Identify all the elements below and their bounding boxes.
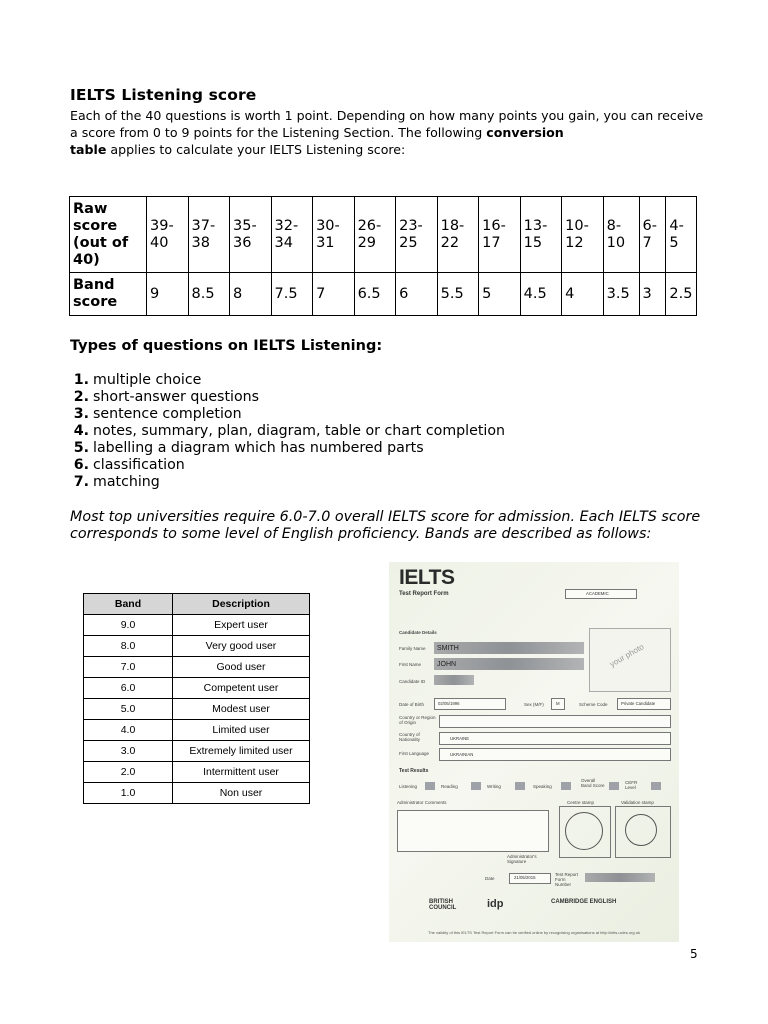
band-score-cell: 5: [479, 273, 521, 316]
list-item-text: sentence completion: [93, 406, 242, 422]
idp-logo: idp: [487, 898, 504, 910]
band-score-cell: 8: [230, 273, 272, 316]
band-cell: 9.0: [84, 615, 173, 636]
family-name-value: SMITH: [437, 645, 459, 652]
british-council-logo: BRITISH COUNCIL: [429, 899, 457, 911]
description-column-header: Description: [173, 594, 310, 615]
ielts-logo: IELTS: [399, 566, 455, 589]
cambridge-english-logo: CAMBRIDGE ENGLISH: [551, 899, 617, 905]
raw-score-cell: 23-25: [396, 197, 438, 273]
admin-signature-label: Administrator's Signature: [507, 854, 537, 864]
table-row: [84, 720, 310, 741]
list-item: [70, 372, 505, 389]
list-item-number: 4.: [73, 423, 89, 439]
band-score-cell: 6: [396, 273, 438, 316]
country-origin-label: Country or Region of Origin: [399, 715, 436, 725]
list-item-number: 3.: [73, 406, 89, 422]
scheme-value: Private Candidate: [621, 701, 656, 706]
band-score-cell: 4: [562, 273, 604, 316]
table-row: [84, 678, 310, 699]
notes-area: [399, 599, 669, 611]
band-cell: 7.0: [84, 657, 173, 678]
conversion-table: [69, 196, 697, 316]
cefr-box: [651, 782, 661, 790]
photo-placeholder: [589, 628, 671, 692]
list-item-number: 1.: [73, 372, 89, 388]
list-item-text: matching: [93, 474, 160, 490]
sex-label: Sex (M/F): [524, 702, 544, 707]
first-name-value: JOHN: [437, 661, 457, 668]
table-row: [84, 741, 310, 762]
test-results-label: Test Results: [399, 768, 429, 774]
raw-score-row: [70, 197, 697, 273]
band-score-cell: 9: [147, 273, 189, 316]
table-row: [84, 636, 310, 657]
band-cell: 8.0: [84, 636, 173, 657]
trf-number-box: [585, 873, 655, 882]
table-row: [84, 699, 310, 720]
page-heading: IELTS Listening score: [70, 86, 257, 104]
first-language-value: UKRAINIAN: [450, 752, 474, 757]
raw-score-cell: 30-31: [313, 197, 355, 273]
validation-stamp-seal: [625, 814, 657, 846]
first-name-label: First Name: [399, 662, 422, 667]
raw-score-cell: 6-7: [639, 197, 666, 273]
band-cell: 3.0: [84, 741, 173, 762]
table-row: [84, 657, 310, 678]
reading-score-box: [471, 782, 481, 790]
dob-box: [434, 698, 506, 710]
module-value: ACADEMIC: [586, 591, 609, 596]
intro-text-1: Each of the 40 questions is worth 1 point. Depending on how many points you gain, you can receive a score from 0 to 9 points for the Listening Section. The following: [70, 108, 704, 140]
date-value: 21/05/2015: [514, 875, 536, 880]
speaking-score-box: [561, 782, 571, 790]
candidate-details-label: Candidate Details: [399, 630, 437, 635]
raw-score-cell: 39-40: [147, 197, 189, 273]
admin-comments-label: Administrator Comments: [397, 800, 447, 805]
speaking-label: Speaking: [533, 784, 552, 789]
raw-score-cell: 18-22: [437, 197, 479, 273]
list-item-text: notes, summary, plan, diagram, table or chart completion: [93, 423, 506, 439]
raw-score-cell: 4-5: [666, 197, 697, 273]
raw-score-cell: 10-12: [562, 197, 604, 273]
list-item: [70, 406, 505, 423]
band-table-header-row: [84, 594, 310, 615]
band-score-header: Band score: [70, 273, 147, 316]
question-types-heading: Types of questions on IELTS Listening:: [70, 338, 383, 354]
scheme-box: [617, 698, 671, 710]
list-item-number: 7.: [73, 474, 89, 490]
band-cell: 5.0: [84, 699, 173, 720]
description-cell: Good user: [173, 657, 310, 678]
band-cell: 1.0: [84, 783, 173, 804]
listening-score-box: [425, 782, 435, 790]
description-cell: Very good user: [173, 636, 310, 657]
list-item-text: labelling a diagram which has numbered parts: [93, 440, 424, 456]
first-language-label: First Language: [399, 751, 430, 756]
writing-score-box: [515, 782, 525, 790]
question-types-list: [70, 372, 505, 491]
list-item: [70, 389, 505, 406]
page-number: 5: [690, 947, 698, 961]
overall-label: Overall Band Score: [581, 778, 605, 788]
band-column-header: Band: [84, 594, 173, 615]
table-row: [84, 783, 310, 804]
admission-note: Most top universities require 6.0-7.0 overall IELTS score for admission. Each IELTS score corresponds to some level of English proficiency. Bands are described as follows:: [70, 509, 701, 542]
trf-number-label: Test Report Form Number: [555, 872, 579, 887]
band-score-cell: 4.5: [520, 273, 562, 316]
listening-label: Listening: [399, 784, 418, 789]
raw-score-cell: 32-34: [271, 197, 313, 273]
writing-label: Writing: [487, 784, 501, 789]
band-cell: 2.0: [84, 762, 173, 783]
photo-label: your photo: [608, 642, 646, 669]
description-cell: Extremely limited user: [173, 741, 310, 762]
list-item: [70, 474, 505, 491]
date-label: Date: [485, 876, 495, 881]
intro-bold-1: conversion: [486, 125, 564, 140]
candidate-id-label: Candidate ID: [399, 679, 426, 684]
centre-stamp-label: Centre stamp: [567, 800, 595, 805]
dob-label: Date of Birth: [399, 702, 425, 707]
list-item: [70, 440, 505, 457]
band-score-cell: 7: [313, 273, 355, 316]
list-item-text: multiple choice: [93, 372, 202, 388]
description-cell: Competent user: [173, 678, 310, 699]
country-origin-box: [439, 715, 671, 728]
intro-bold-2: table: [70, 142, 107, 157]
form-title: Test Report Form: [399, 591, 449, 597]
raw-score-cell: 26-29: [354, 197, 396, 273]
ielts-certificate-image: [389, 562, 679, 942]
description-cell: Intermittent user: [173, 762, 310, 783]
first-name-box: [434, 658, 584, 670]
description-cell: Modest user: [173, 699, 310, 720]
certificate-footer: The validity of this IELTS Test Report Form can be verified online by recognising organisations at http://ielts.ucles.org.uk: [428, 930, 640, 935]
band-cell: 4.0: [84, 720, 173, 741]
reading-label: Reading: [441, 784, 458, 789]
table-row: [84, 762, 310, 783]
raw-score-cell: 8-10: [603, 197, 639, 273]
description-cell: Non user: [173, 783, 310, 804]
raw-score-header: Raw score (out of 40): [70, 197, 147, 273]
intro-paragraph: [70, 107, 710, 158]
description-cell: Expert user: [173, 615, 310, 636]
candidate-id-box: [434, 675, 474, 685]
list-item-text: short-answer questions: [93, 389, 260, 405]
band-score-cell: 8.5: [188, 273, 230, 316]
dob-value: 02/05/1996: [438, 701, 460, 706]
list-item-number: 5.: [73, 440, 89, 456]
band-score-cell: 3: [639, 273, 666, 316]
band-description-table: [83, 593, 310, 804]
module-box: [565, 589, 637, 599]
validation-stamp-label: Validation stamp: [621, 800, 654, 805]
country-nationality-value: UKRAINE: [450, 736, 470, 741]
centre-stamp-seal: [565, 812, 603, 850]
raw-score-cell: 35-36: [230, 197, 272, 273]
band-score-cell: 6.5: [354, 273, 396, 316]
list-item-number: 2.: [73, 389, 89, 405]
band-score-cell: 7.5: [271, 273, 313, 316]
country-nationality-box: [439, 732, 671, 745]
list-item: [70, 457, 505, 474]
band-score-cell: 2.5: [666, 273, 697, 316]
scheme-label: Scheme Code: [579, 702, 608, 707]
band-score-cell: 5.5: [437, 273, 479, 316]
description-cell: Limited user: [173, 720, 310, 741]
first-language-box: [439, 748, 671, 761]
band-score-cell: 3.5: [603, 273, 639, 316]
country-nationality-label: Country of Nationality: [399, 732, 421, 742]
cefr-label: CEFR Level: [625, 780, 638, 790]
sex-value: M: [556, 701, 560, 706]
raw-score-cell: 37-38: [188, 197, 230, 273]
list-item: [70, 423, 505, 440]
admin-comments-box: [397, 810, 549, 852]
overall-score-box: [609, 782, 619, 790]
band-score-row: [70, 273, 697, 316]
raw-score-cell: 13-15: [520, 197, 562, 273]
list-item-number: 6.: [73, 457, 89, 473]
sex-box: [551, 698, 565, 710]
band-cell: 6.0: [84, 678, 173, 699]
raw-score-cell: 16-17: [479, 197, 521, 273]
table-row: [84, 615, 310, 636]
list-item-text: classification: [93, 457, 185, 473]
date-box: [509, 873, 551, 884]
family-name-label: Family Name: [399, 646, 426, 651]
intro-text-2: applies to calculate your IELTS Listening score:: [106, 142, 406, 157]
